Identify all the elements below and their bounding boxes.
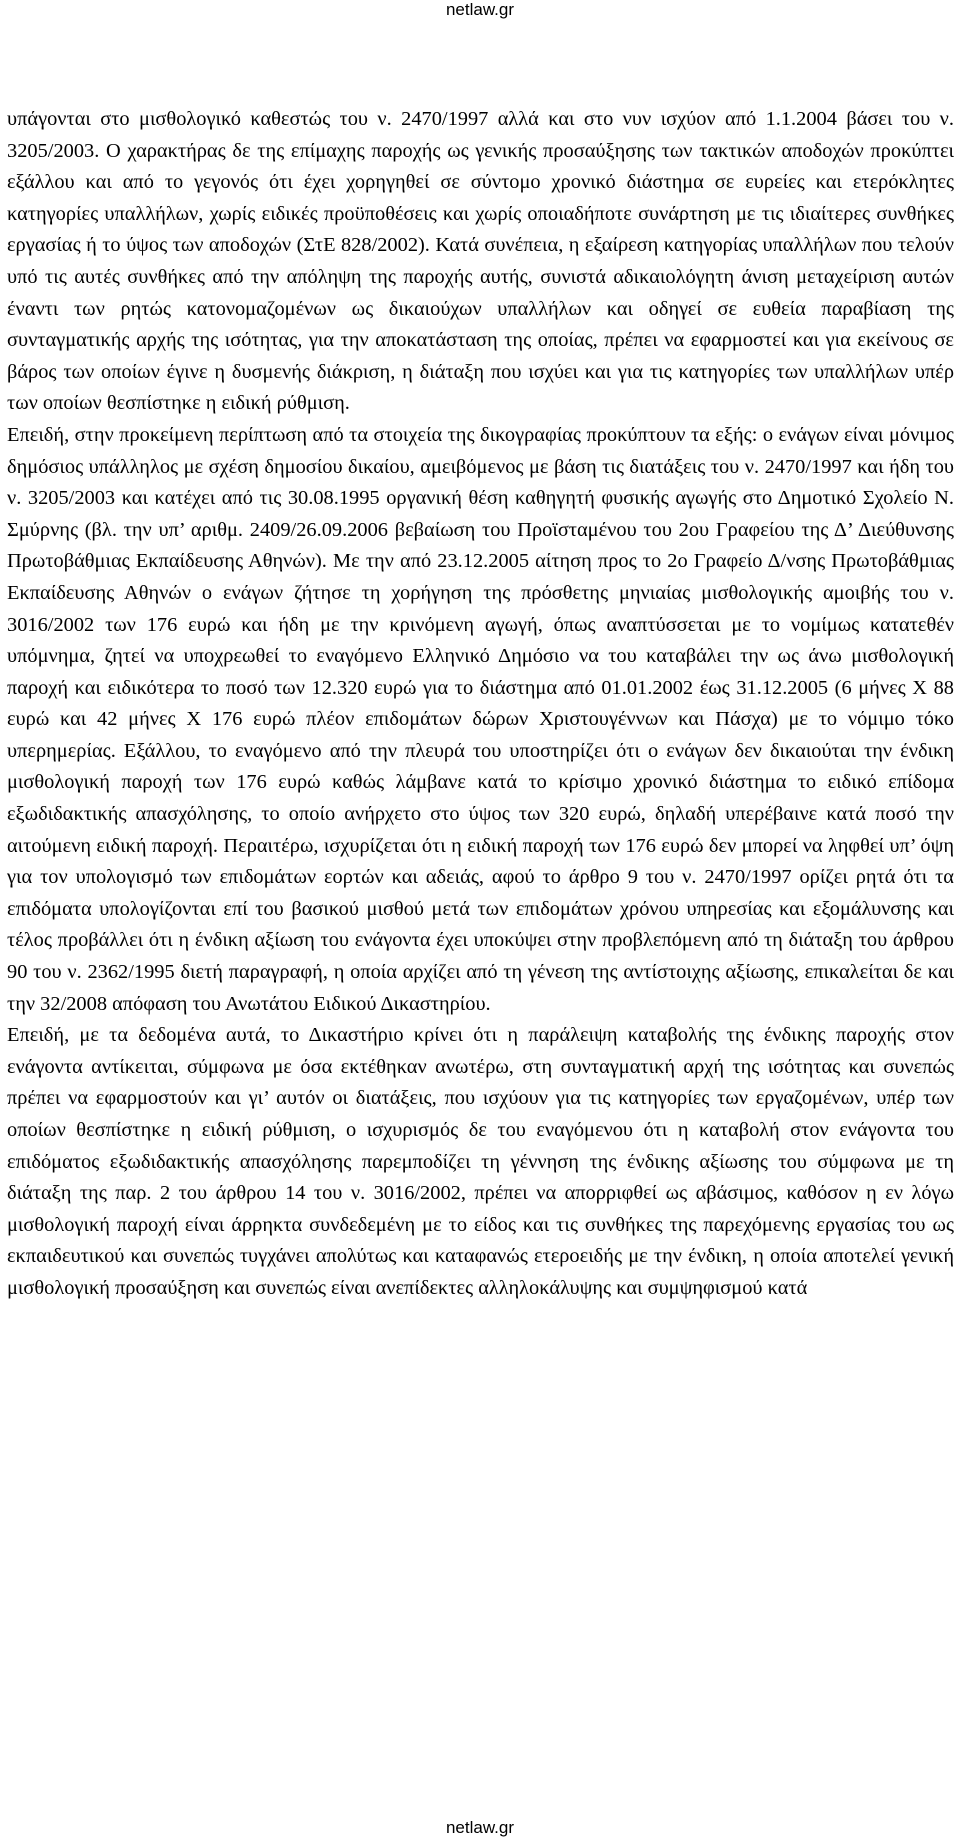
footer-site-name: netlaw.gr (445, 1818, 515, 1837)
paragraph-1: υπάγονται στο μισθολογικό καθεστώς του ν. 2470/1997 αλλά και στο νυν ισχύον από 1.1.2004 βάσει του ν. 3205/2003. Ο χαρακτήρας δε της επίμαχης παροχής ως γενικής προσαύξησης των τακτικών αποδοχών προκύπτει εξάλλου και από το γεγονός ότι έχει χορηγηθεί σε σύντομο χρονικό διάστημα σε ευρείες και ετερόκλητες κατηγορίες υπαλλήλων, χωρίς ειδικές προϋποθέσεις και χωρίς οποιαδήποτε συνάρτηση με τις ιδιαίτερες συνθήκες εργασίας ή το ύψος των αποδοχών (ΣτΕ 828/2002). Κατά συνέπεια, η εξαίρεση κατηγορίας υπαλλήλων που τελούν υπό τις αυτές συνθήκες από την απόληψη της παροχής αυτής, συνιστά αδικαιολόγητη άνιση μεταχείριση αυτών έναντι των ρητώς κατονομαζομένων ως δικαιούχων υπαλλήλων και οδηγεί σε ευθεία παραβίαση της συνταγματικής αρχής της ισότητας, για την αποκατάσταση της οποίας, πρέπει να εφαρμοστεί και για εκείνους σε βάρος των οποίων έγινε η δυσμενής διάκριση, η διάταξη που ισχύει και για τις κατηγορίες των υπαλλήλων υπέρ των οποίων θεσπίστηκε η ειδική ρύθμιση. (7, 108, 954, 415)
paragraph-2: Επειδή, στην προκείμενη περίπτωση από τα στοιχεία της δικογραφίας προκύπτουν τα εξής: ο ενάγων είναι μόνιμος δημόσιος υπάλληλος με σχέση δημοσίου δικαίου, αμειβόμενος με βάση τις διατάξεις του ν. 2470/1997 και ήδη του ν. 3205/2003 και κατέχει από τις 30.08.1995 οργανική θέση καθηγητή φυσικής αγωγής στο Δημοτικό Σχολείο Ν. Σμύρνης (βλ. την υπ’ αριθμ. 2409/26.09.2006 βεβαίωση του Προϊσταμένου του 2ου Γραφείου της Δ’ Διεύθυνσης Πρωτοβάθμιας Εκπαίδευσης Αθηνών). Με την από 23.12.2005 αίτηση προς το 2ο Γραφείο Δ/νσης Πρωτοβάθμιας Εκπαίδευσης Αθηνών ο ενάγων ζήτησε τη χορήγηση της πρόσθετης μηνιαίας μισθολογικής αμοιβής του ν. 3016/2002 των 176 ευρώ και ήδη με την κρινόμενη αγωγή, όπως αναπτύσσεται με το νομίμως κατατεθέν υπόμνημα, ζητεί να υποχρεωθεί το εναγόμενο Ελληνικό Δημόσιο να του καταβάλει την ως άνω μισθολογική παροχή και ειδικότερα το ποσό των 12.320 ευρώ για το διάστημα από 01.01.2002 έως 31.12.2005 (6 μήνες Χ 88 ευρώ και 42 μήνες Χ 176 ευρώ πλέον επιδομάτων δώρων Χριστουγέννων και Πάσχα) με το νόμιμο τόκο υπερημερίας. Εξάλλου, το εναγόμενο από την πλευρά του υποστηρίζει ότι ο ενάγων δεν δικαιούται την ένδικη μισθολογική παροχή των 176 ευρώ καθώς λάμβανε κατά το κρίσιμο χρονικό διάστημα το ειδικό επίδομα εξωδιδακτικής απασχόλησης, το οποίο ανήρχετο στο ύψος των 320 ευρώ, δηλαδή υπερέβαινε κατά ποσό την αιτούμενη ειδική παροχή. Περαιτέρω, ισχυρίζεται ότι η ειδική παροχή των 176 ευρώ δεν μπορεί να ληφθεί υπ’ όψη για τον υπολογισμό των επιδομάτων εορτών και αδειάς, αφού το άρθρο 9 του ν. 2470/1997 ορίζει ρητά ότι τα επιδόματα υπολογίζονται επί του βασικού μισθού μετά των επιδομάτων χρόνου υπηρεσίας και εξομάλυνσης και τέλος προβάλλει ότι η ένδικη αξίωση του ενάγοντα έχει υποκύψει στην προβλεπόμενη από τη διάταξη του άρθρου 90 του ν. 2362/1995 διετή παραγραφή, η οποία αρχίζει από τη γένεση της αντίστοιχης αξίωσης, επικαλείται δε και την 32/2008 απόφαση του Ανωτάτου Ειδικού Δικαστηρίου. (7, 423, 954, 1015)
header-site-name: netlaw.gr (445, 0, 515, 19)
document-body (7, 104, 954, 1305)
paragraph-3: Επειδή, με τα δεδομένα αυτά, το Δικαστήριο κρίνει ότι η παράλειψη καταβολής της ένδικης παροχής στον ενάγοντα αντίκειται, σύμφωνα με όσα εκτέθηκαν ανωτέρω, στη συνταγματική αρχή της ισότητας και συνεπώς πρέπει να εφαρμοστούν και γι’ αυτόν οι διατάξεις, που ισχύουν για τις κατηγορίες των εργαζομένων, υπέρ των οποίων θεσπίστηκε η ειδική ρύθμιση, ο ισχυρισμός δε του εναγόμενου ότι η καταβολή στον ενάγοντα του επιδόματος εξωδιδακτικής απασχόλησης παρεμποδίζει τη γέννηση της ένδικης αξίωσης του σύμφωνα με τη διάταξη της παρ. 2 του άρθρου 14 του ν. 3016/2002, πρέπει να απορριφθεί ως αβάσιμος, καθόσον η εν λόγω μισθολογική παροχή είναι άρρηκτα συνδεδεμένη με το είδος και τις συνθήκες της παρεχόμενης εργασίας του ως εκπαιδευτικού και συνεπώς τυγχάνει απολύτως και καταφανώς ετεροειδής με την ένδικη, η οποία αποτελεί γενική μισθολογική προσαύξηση και συνεπώς είναι ανεπίδεκτες αλληλοκάλυψης και συμψηφισμού κατά (7, 1024, 954, 1299)
